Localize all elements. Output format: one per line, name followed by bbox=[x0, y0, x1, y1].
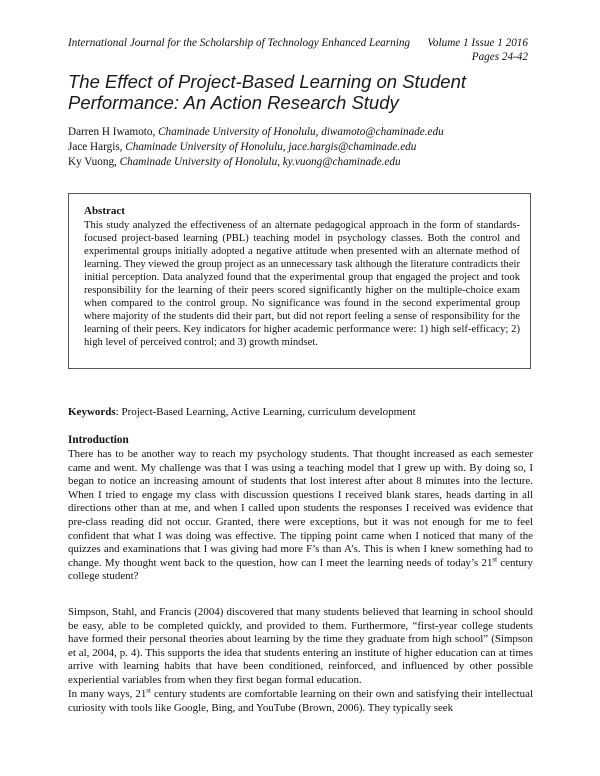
author-list bbox=[68, 125, 538, 170]
section-heading-introduction: Introduction bbox=[68, 434, 129, 446]
title-line-1: The Effect of Project-Based Learning on Student bbox=[68, 71, 466, 92]
paper-title bbox=[68, 71, 538, 113]
journal-name: International Journal for the Scholarship of Technology Enhanced Learning bbox=[68, 37, 411, 49]
author-affiliation: Chaminade University of Honolulu, ky.vuong@chaminade.edu bbox=[119, 156, 401, 168]
keywords-text: : Project-Based Learning, Active Learning, curriculum development bbox=[115, 406, 416, 418]
keywords-label: Keywords bbox=[68, 406, 116, 418]
author-3 bbox=[68, 155, 538, 170]
issue-info bbox=[427, 37, 528, 64]
author-name: Ky Vuong, bbox=[68, 156, 117, 168]
title-line-2: Performance: An Action Research Study bbox=[68, 92, 399, 113]
author-affiliation: Chaminade University of Honolulu, jace.hargis@chaminade.edu bbox=[125, 141, 417, 153]
abstract-box bbox=[68, 193, 531, 369]
intro-paragraph-3 bbox=[68, 688, 533, 715]
author-1 bbox=[68, 125, 538, 140]
page-range: Pages 24-42 bbox=[471, 50, 528, 63]
superscript: st bbox=[492, 555, 498, 564]
volume-issue: Volume 1 Issue 1 2016 bbox=[427, 37, 528, 49]
author-affiliation: Chaminade University of Honolulu, diwamoto@chaminade.edu bbox=[158, 126, 444, 138]
intro-paragraph-1 bbox=[68, 448, 533, 584]
abstract-text: This study analyzed the effectiveness of an alternate pedagogical approach in the form of standards-focused project-based learning (PBL) teaching model in psychology classes. Both the control and experimental groups initially adopted a negative attitude when presented with an alternate method of learning. They viewed the group project as an unnecessary task although the literature contradicts their initial perception. Data analyzed found that the experimental group that engaged the project and took responsibility for the learning of their peers scored significantly higher on the multiple-choice exam when compared to the control group. No significance was found in the second experimental group where majority of the students did their part, but did not report feeling a sense of responsibility for the learning of their peers. Key indicators for higher academic performance were: 1) high self-efficacy; 2) high level of perceived control; and 3) growth mindset. bbox=[84, 220, 520, 348]
paragraph-text: In many ways, 21 bbox=[68, 688, 147, 700]
author-name: Darren H Iwamoto, bbox=[68, 126, 156, 138]
paragraph-text: century students are comfortable learning on their own and satisfying their intellectual curiosity with tools like Google, Bing, and YouTube (Brown, 2006). They typically seek bbox=[68, 688, 533, 714]
keywords-line bbox=[68, 405, 533, 419]
abstract-heading: Abstract bbox=[84, 205, 125, 217]
paragraph-text: century college student? bbox=[68, 556, 533, 583]
paragraph-text: There has to be another way to reach my psychology students. That thought increased as each semester came and went. My challenge was that I was using a teaching model that I grew up with. By doing so, I began to notice an increasing amount of students that lost interest after about 8 minutes into the lecture. When I tried to engage my class with discussion questions I received blank stares, heads darting in all directions other than at me, and when I called upon students the responses I received was evidence that pre-class reading did not occur. Granted, there were exceptions, but it was not enough for me to feel confident that what I was doing was effective. The tipping point came when I noticed that many of the quizzes and examinations that I was giving had more F’s than A’s. This is when I knew something had to change. My thought went back to the question, how can I meet the learning needs of today’s 21 bbox=[68, 448, 533, 569]
intro-paragraph-2: Simpson, Stahl, and Francis (2004) discovered that many students believed that learning in school should be easy, able to be completed quickly, and provided to them. Furthermore, “first-year college students have formed their personal theories about learning by the time they graduate from high school” (Simpson et al, 2004, p. 4). This supports the idea that students entering an institute of higher education can at times arrive with learning habits that have been conditioned, reinforced, and influenced by other possible experiential variables from when they first began formal education. bbox=[68, 606, 533, 686]
superscript: st bbox=[146, 686, 151, 695]
author-name: Jace Hargis, bbox=[68, 141, 123, 153]
author-2 bbox=[68, 140, 538, 155]
